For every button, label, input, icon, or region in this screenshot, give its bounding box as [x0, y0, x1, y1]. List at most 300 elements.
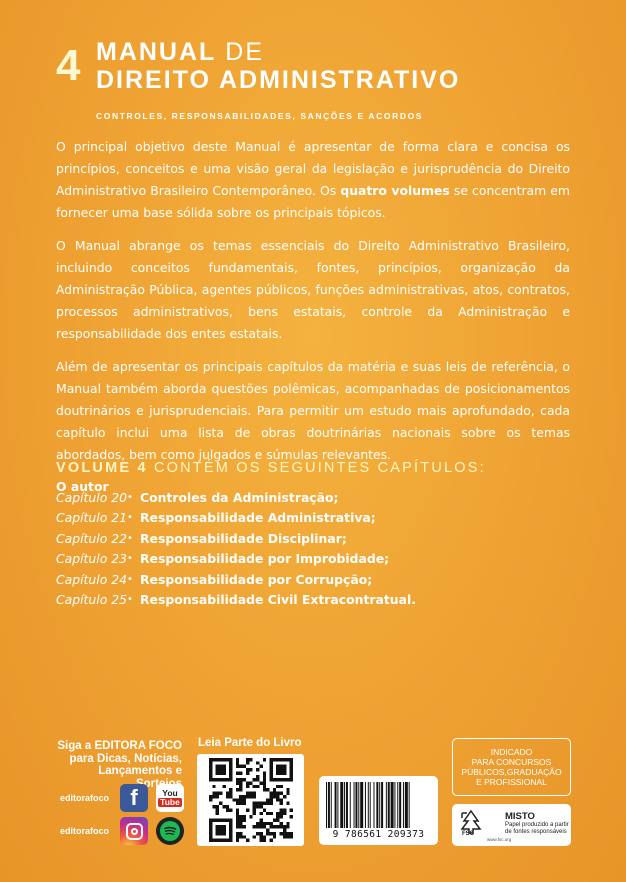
qr-module — [239, 815, 242, 818]
qr-module — [235, 815, 238, 818]
qr-module — [245, 795, 248, 798]
qr-module — [219, 792, 222, 795]
qr-module — [269, 768, 272, 771]
qr-module — [239, 782, 242, 785]
qr-module — [269, 778, 272, 781]
chapter-number: Capítulo 25 — [56, 592, 127, 608]
qr-module — [242, 835, 245, 838]
barcode-bar — [391, 782, 394, 828]
qr-module — [262, 775, 265, 778]
social-handle: editorafoco — [60, 793, 110, 803]
qr-module — [256, 825, 259, 828]
facebook-icon[interactable]: f — [120, 784, 148, 812]
qr-module — [262, 802, 265, 805]
qr-module — [242, 825, 245, 828]
bullet: • — [127, 491, 133, 503]
qr-module — [286, 788, 289, 791]
qr-module — [269, 822, 272, 825]
qr-module — [256, 802, 259, 805]
social-row-2 — [60, 815, 184, 847]
qr-module — [279, 778, 282, 781]
qr-module — [209, 771, 212, 774]
qr-module — [276, 792, 279, 795]
synopsis-paragraph-2: O Manual abrange os temas essenciais do Direito Administrativo Brasileiro, incluindo conceitos fundamentais, fontes, princípios, organização da Administração Pública, agentes públicos, funções administrativas, atos, contratos, processos administrativos, bens estatais, controle da Administração e responsabilidade dos entes estatais. — [56, 238, 570, 341]
barcode-bars — [324, 782, 433, 828]
book-subtitle: CONTROLES, RESPONSABILIDADES, SANÇÕES E ACORDOS — [96, 111, 424, 121]
qr-module — [245, 839, 248, 842]
bullet: • — [127, 532, 133, 544]
barcode-bar — [399, 782, 401, 828]
qr-module — [242, 802, 245, 805]
qr-module — [225, 758, 228, 761]
chapter-item — [56, 549, 416, 570]
qr-module — [215, 792, 218, 795]
qr-module — [256, 761, 259, 764]
barcode-bar — [397, 782, 398, 828]
qr-module — [242, 818, 245, 821]
qr-module — [269, 812, 272, 815]
qr-module — [286, 835, 289, 838]
qr-module — [262, 808, 265, 811]
qr-module — [209, 835, 212, 838]
qr-module — [209, 822, 212, 825]
qr-module — [259, 818, 262, 821]
barcode-bar — [381, 782, 383, 828]
qr-module — [229, 795, 232, 798]
qr-module — [279, 765, 282, 768]
qr-module — [239, 795, 242, 798]
qr-module — [212, 785, 215, 788]
qr-module — [252, 835, 255, 838]
qr-module — [245, 761, 248, 764]
qr-module — [212, 805, 215, 808]
qr-module — [252, 802, 255, 805]
qr-module — [252, 805, 255, 808]
qr-module — [289, 761, 292, 764]
fsc-site: www.fsc.org — [487, 837, 512, 842]
qr-module — [249, 815, 252, 818]
qr-module — [245, 782, 248, 785]
qr-module — [222, 785, 225, 788]
qr-module — [269, 825, 272, 828]
barcode-bar — [360, 782, 363, 828]
qr-module — [219, 771, 222, 774]
qr-module — [272, 795, 275, 798]
qr-module — [212, 758, 215, 761]
qr-module — [219, 818, 222, 821]
qr-module — [262, 758, 265, 761]
qr-module — [259, 802, 262, 805]
qr-module — [235, 798, 238, 801]
qr-module — [272, 825, 275, 828]
qr-code-graphic — [209, 758, 293, 842]
qr-module — [259, 835, 262, 838]
qr-module — [215, 818, 218, 821]
qr-module — [279, 768, 282, 771]
qr-module — [259, 765, 262, 768]
synopsis-paragraph-1 — [56, 136, 570, 224]
qr-module — [229, 835, 232, 838]
chapter-number: Capítulo 22 — [56, 530, 127, 546]
qr-module — [222, 778, 225, 781]
qr-module — [262, 835, 265, 838]
title-line-1 — [96, 38, 460, 66]
qr-module — [276, 768, 279, 771]
volume-heading-rest: CONTÉM OS SEGUINTES CAPÍTULOS: — [153, 460, 486, 476]
chapter-number: Capítulo 21 — [56, 510, 127, 526]
qr-module — [222, 765, 225, 768]
fsc-label — [452, 804, 571, 846]
qr-module — [282, 795, 285, 798]
qr-module — [229, 771, 232, 774]
qr-module — [276, 815, 279, 818]
qr-module — [225, 839, 228, 842]
barcode-bar — [328, 782, 330, 828]
qr-module — [289, 832, 292, 835]
qr-module — [219, 778, 222, 781]
qr-module — [235, 835, 238, 838]
qr-module — [259, 825, 262, 828]
qr-module — [239, 798, 242, 801]
qr-module — [209, 761, 212, 764]
title-line-2: DIREITO ADMINISTRATIVO — [96, 66, 461, 94]
qr-module — [209, 758, 212, 761]
qr-module — [269, 832, 272, 835]
qr-module — [229, 832, 232, 835]
qr-module — [272, 792, 275, 795]
qr-module — [235, 839, 238, 842]
qr-module — [239, 832, 242, 835]
qr-module — [286, 832, 289, 835]
barcode-bar — [335, 782, 337, 828]
qr-module — [215, 829, 218, 832]
qr-module — [215, 812, 218, 815]
qr-module — [276, 771, 279, 774]
qr-module — [259, 832, 262, 835]
qr-module — [272, 788, 275, 791]
qr-module — [209, 765, 212, 768]
qr-module — [219, 829, 222, 832]
author-signature: O autor — [56, 479, 109, 494]
qr-module — [209, 775, 212, 778]
follow-line-3: Lançamentos e — [98, 765, 182, 777]
qr-module — [222, 771, 225, 774]
qr-module — [249, 795, 252, 798]
qr-module — [215, 771, 218, 774]
qr-module — [229, 808, 232, 811]
qr-module — [276, 765, 279, 768]
qr-module — [222, 825, 225, 828]
qr-module — [279, 825, 282, 828]
qr-module — [215, 805, 218, 808]
qr-module — [266, 829, 269, 832]
qr-module — [276, 825, 279, 828]
qr-module — [282, 768, 285, 771]
chapter-number: Capítulo 20 — [56, 489, 127, 505]
bullet: • — [127, 594, 133, 606]
qr-module — [229, 765, 232, 768]
synopsis-paragraph-3: Além de apresentar os principais capítulos da matéria e suas leis de referência, o Manual também aborda questões polêmicas, acompanhadas de posicionamentos doutrinários e jurisprudenciais. Para permitir um estudo mais aprofundado, cada capítulo inclui uma lista de obras doutrinárias nacionais sobre os temas abordados, bem como julgados e súmulas relevantes. — [56, 359, 570, 462]
qr-module — [282, 829, 285, 832]
chapter-number: Capítulo 24 — [56, 571, 127, 587]
chapter-name: Responsabilidade Administrativa; — [140, 510, 376, 526]
qr-code[interactable] — [197, 754, 304, 846]
qr-module — [222, 768, 225, 771]
qr-module — [215, 765, 218, 768]
barcode-bar — [368, 782, 369, 828]
qr-module — [209, 778, 212, 781]
qr-module — [239, 818, 242, 821]
qr-module — [225, 805, 228, 808]
barcode-bar — [354, 782, 355, 828]
qr-module — [239, 822, 242, 825]
qr-module — [235, 832, 238, 835]
indication-badge — [452, 738, 571, 796]
qr-module — [239, 802, 242, 805]
qr-module — [229, 822, 232, 825]
qr-module — [229, 758, 232, 761]
qr-module — [276, 778, 279, 781]
qr-module — [222, 818, 225, 821]
qr-module — [289, 808, 292, 811]
qr-module — [252, 795, 255, 798]
qr-module — [215, 839, 218, 842]
qr-module — [235, 788, 238, 791]
qr-module — [289, 768, 292, 771]
qr-module — [279, 792, 282, 795]
qr-module — [222, 758, 225, 761]
indicado-line-3: PÚBLICOS,GRADUAÇÃO — [461, 767, 562, 777]
qr-module — [252, 812, 255, 815]
instagram-camera — [126, 823, 143, 840]
qr-module — [225, 795, 228, 798]
p1-text-b: se concentram em fornecer uma base sólida sobre os principais tópicos. — [56, 183, 571, 220]
qr-module — [286, 822, 289, 825]
qr-module — [279, 802, 282, 805]
spotify-icon[interactable] — [156, 817, 184, 845]
qr-module — [225, 778, 228, 781]
qr-module — [289, 775, 292, 778]
qr-module — [262, 778, 265, 781]
qr-module — [232, 798, 235, 801]
qr-module — [245, 771, 248, 774]
chapter-item — [56, 528, 416, 549]
qr-module — [282, 765, 285, 768]
qr-module — [289, 835, 292, 838]
qr-module — [272, 832, 275, 835]
qr-module — [286, 825, 289, 828]
qr-module — [276, 818, 279, 821]
qr-module — [266, 798, 269, 801]
qr-module — [269, 775, 272, 778]
youtube-icon[interactable] — [156, 784, 184, 812]
qr-module — [239, 788, 242, 791]
qr-module — [239, 825, 242, 828]
qr-module — [289, 815, 292, 818]
qr-module — [215, 778, 218, 781]
qr-module — [219, 832, 222, 835]
volume-label: VOLUME 4 — [56, 460, 148, 476]
qr-module — [279, 815, 282, 818]
chapter-name: Responsabilidade por Corrupção; — [140, 571, 373, 587]
qr-module — [282, 832, 285, 835]
qr-module — [259, 839, 262, 842]
barcode-bar — [331, 782, 332, 828]
qr-module — [242, 798, 245, 801]
qr-module — [282, 835, 285, 838]
youtube-tube: Tube — [160, 797, 180, 807]
indicado-line-4: E PROFISSIONAL — [476, 777, 547, 787]
qr-module — [229, 768, 232, 771]
barcode-bar — [358, 782, 359, 828]
p1-bold: quatro volumes — [340, 183, 450, 198]
qr-module — [229, 761, 232, 764]
barcode-bar — [340, 782, 343, 828]
qr-module — [249, 782, 252, 785]
qr-module — [269, 765, 272, 768]
qr-module — [219, 825, 222, 828]
qr-module — [242, 765, 245, 768]
qr-module — [262, 788, 265, 791]
qr-module — [235, 758, 238, 761]
fsc-description: Papel produzido a partir de fontes responsáveis — [505, 822, 569, 835]
indicado-line-2: PARA CONCURSOS — [471, 757, 552, 767]
qr-module — [259, 822, 262, 825]
instagram-icon[interactable] — [120, 817, 148, 845]
qr-module — [245, 758, 248, 761]
qr-module — [269, 795, 272, 798]
qr-module — [286, 792, 289, 795]
chapter-item — [56, 569, 416, 590]
qr-module — [279, 832, 282, 835]
qr-module — [282, 771, 285, 774]
qr-module — [209, 839, 212, 842]
barcode-bar — [370, 782, 371, 828]
qr-module — [272, 835, 275, 838]
qr-module — [212, 795, 215, 798]
qr-module — [209, 795, 212, 798]
qr-module — [235, 782, 238, 785]
qr-module — [239, 835, 242, 838]
qr-module — [225, 808, 228, 811]
qr-module — [266, 812, 269, 815]
qr-module — [212, 778, 215, 781]
qr-module — [215, 825, 218, 828]
qr-module — [262, 782, 265, 785]
qr-module — [256, 778, 259, 781]
qr-module — [286, 802, 289, 805]
qr-module — [262, 785, 265, 788]
qr-module — [289, 778, 292, 781]
qr-module — [256, 785, 259, 788]
qr-module — [276, 795, 279, 798]
spotify-logo — [160, 821, 180, 841]
qr-module — [256, 768, 259, 771]
qr-module — [259, 782, 262, 785]
qr-module — [269, 761, 272, 764]
qr-module — [249, 758, 252, 761]
qr-module — [289, 765, 292, 768]
qr-module — [276, 812, 279, 815]
qr-module — [239, 785, 242, 788]
qr-module — [252, 808, 255, 811]
qr-module — [212, 818, 215, 821]
qr-module — [235, 802, 238, 805]
barcode-bar — [386, 782, 387, 828]
qr-module — [225, 792, 228, 795]
qr-module — [269, 802, 272, 805]
qr-module — [279, 798, 282, 801]
qr-module — [209, 825, 212, 828]
social-row-1 — [60, 782, 184, 814]
p1-text-a: O principal objetivo deste Manual é apresentar de forma clara e concisa os princípios, conceitos e uma visão geral da legislação e jurisprudência do Direito Administrativo Brasileiro Contemporâneo. Os — [56, 139, 570, 198]
qr-module — [212, 792, 215, 795]
qr-module — [262, 825, 265, 828]
qr-module — [222, 832, 225, 835]
qr-module — [269, 758, 272, 761]
barcode-bar — [326, 782, 327, 828]
barcode-bar — [344, 782, 345, 828]
qr-module — [279, 785, 282, 788]
qr-module — [256, 832, 259, 835]
barcode-bar — [394, 782, 395, 828]
qr-module — [272, 818, 275, 821]
qr-module — [215, 832, 218, 835]
preview-label: Leia Parte do Livro — [198, 737, 302, 749]
qr-module — [235, 765, 238, 768]
volume-heading — [56, 460, 486, 476]
qr-module — [272, 758, 275, 761]
qr-module — [215, 795, 218, 798]
qr-module — [219, 758, 222, 761]
indicado-line-1: INDICADO — [490, 747, 533, 757]
qr-module — [276, 785, 279, 788]
qr-module — [229, 825, 232, 828]
chapter-name: Controles da Administração; — [140, 489, 339, 505]
qr-module — [256, 805, 259, 808]
barcode-bar — [337, 782, 338, 828]
bullet: • — [127, 553, 133, 565]
qr-module — [282, 778, 285, 781]
qr-module — [252, 778, 255, 781]
qr-module — [229, 778, 232, 781]
qr-module — [266, 802, 269, 805]
qr-module — [239, 765, 242, 768]
qr-module — [215, 758, 218, 761]
barcode-bar — [405, 782, 408, 828]
chapter-name: Responsabilidade Civil Extracontratual. — [140, 592, 416, 608]
youtube-you: You — [162, 788, 178, 798]
chapter-name: Responsabilidade por Improbidade; — [140, 551, 390, 567]
qr-module — [209, 768, 212, 771]
qr-module — [286, 778, 289, 781]
qr-module — [272, 778, 275, 781]
chapter-item — [56, 508, 416, 529]
qr-module — [229, 839, 232, 842]
qr-module — [252, 792, 255, 795]
follow-line-1: Siga a EDITORA FOCO — [57, 740, 182, 752]
qr-module — [235, 808, 238, 811]
qr-module — [276, 758, 279, 761]
qr-module — [222, 805, 225, 808]
qr-module — [269, 839, 272, 842]
qr-module — [262, 839, 265, 842]
qr-module — [269, 771, 272, 774]
qr-module — [235, 761, 238, 764]
qr-module — [249, 792, 252, 795]
qr-module — [219, 765, 222, 768]
qr-module — [229, 829, 232, 832]
